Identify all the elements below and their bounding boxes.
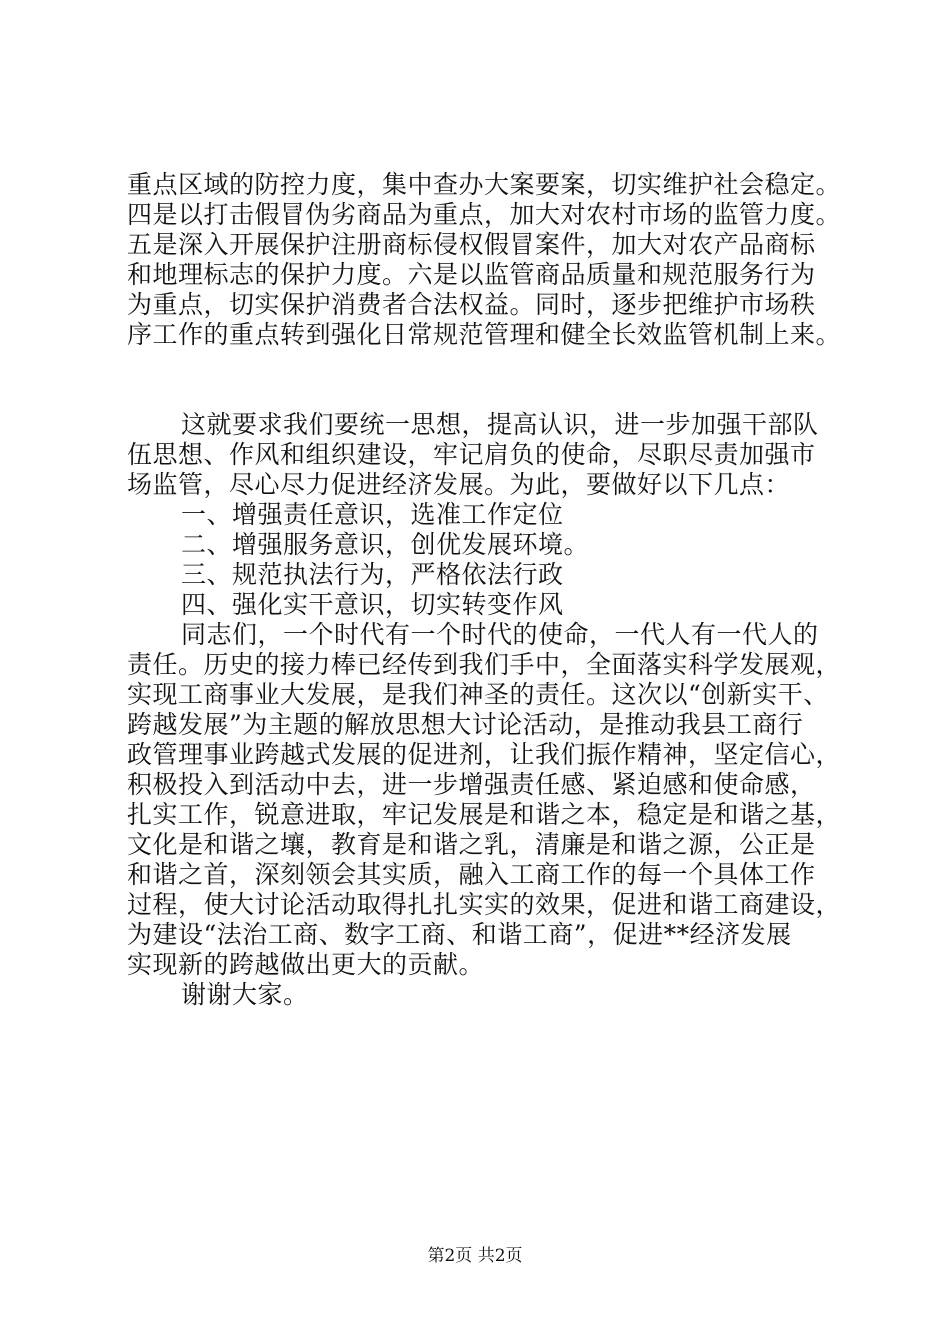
text-line: 为建设“法治工商、数字工商、和谐工商”，促进**经济发展 — [127, 920, 792, 949]
list-item: 二、增强服务意识，创优发展环境。 — [181, 530, 590, 559]
text-line: 这就要求我们要统一思想，提高认识，进一步加强干部队 — [181, 410, 819, 439]
text-line: 扎实工作，锐意进取，牢记发展是和谐之本，稳定是和谐之基， — [127, 800, 842, 829]
points-list — [127, 500, 847, 620]
paragraph-conclusion — [127, 620, 847, 980]
text-line: 场监管，尽心尽力促进经济发展。为此，要做好以下几点： — [127, 470, 791, 499]
text-line: 和地理标志的保护力度。六是以监管商品质量和规范服务行为 — [127, 260, 816, 289]
text-line: 为重点，切实保护消费者合法权益。同时，逐步把维护市场秩 — [127, 290, 816, 319]
page-footer: 第2页 共2页 — [427, 1246, 523, 1266]
list-item: 四、强化实干意识，切实转变作风 — [181, 590, 564, 619]
document-body — [127, 170, 847, 1010]
paragraph-gap — [127, 350, 847, 410]
closing-line: 谢谢大家。 — [181, 980, 309, 1009]
text-line: 伍思想、作风和组织建设，牢记肩负的使命，尽职尽责加强市 — [127, 440, 816, 469]
text-line: 同志们，一个时代有一个时代的使命，一代人有一代人的 — [181, 620, 819, 649]
list-item: 三、规范执法行为，严格依法行政 — [181, 560, 564, 589]
text-line: 和谐之首，深刻领会其实质，融入工商工作的每一个具体工作 — [127, 860, 816, 889]
text-line: 过程，使大讨论活动取得扎扎实实的效果，促进和谐工商建设， — [127, 890, 842, 919]
text-line: 五是深入开展保护注册商标侵权假冒案件，加大对农产品商标 — [127, 230, 816, 259]
text-line: 序工作的重点转到强化日常规范管理和健全长效监管机制上来。 — [127, 320, 842, 349]
text-line: 政管理事业跨越式发展的促进剂，让我们振作精神，坚定信心， — [127, 740, 842, 769]
text-line: 重点区域的防控力度，集中查办大案要案，切实维护社会稳定。 — [127, 170, 842, 199]
text-line: 实现工商事业大发展，是我们神圣的责任。这次以“创新实干、 — [127, 680, 829, 709]
text-line: 文化是和谐之壤，教育是和谐之乳，清廉是和谐之源，公正是 — [127, 830, 816, 859]
text-line: 四是以打击假冒伪劣商品为重点，加大对农村市场的监管力度。 — [127, 200, 842, 229]
text-line: 实现新的跨越做出更大的贡献。 — [127, 950, 485, 979]
text-line: 跨越发展”为主题的解放思想大讨论活动，是推动我县工商行 — [127, 710, 804, 739]
text-line: 责任。历史的接力棒已经传到我们手中，全面落实科学发展观， — [127, 650, 842, 679]
paragraph-measures — [127, 170, 847, 350]
list-item: 一、增强责任意识，选准工作定位 — [181, 500, 564, 529]
paragraph-requirements — [127, 410, 847, 500]
text-line: 积极投入到活动中去，进一步增强责任感、紧迫感和使命感， — [127, 770, 816, 799]
